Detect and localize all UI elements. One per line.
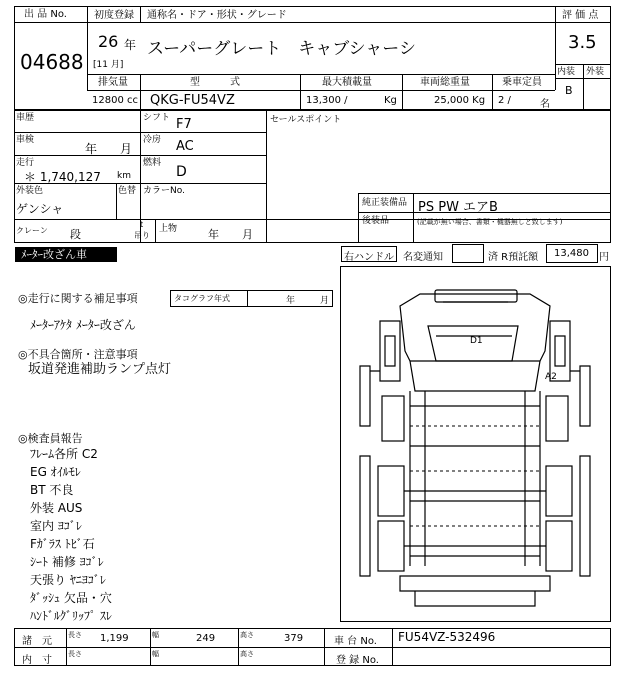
defect-heading: ◎不具合箇所・注意事項 [18, 348, 138, 361]
deposit-value: 13,480 [554, 248, 589, 259]
retrofit-note: (記載が無い場合、書類・機器無しと致します) [417, 218, 563, 226]
inspector-item: ﾌﾚｰﾑ各所 C2 [30, 447, 98, 461]
model-value: QKG-FU54VZ [150, 93, 235, 108]
inspector-item: BT 不良 [30, 483, 74, 497]
driving-note: ﾒｰﾀｰｱｹﾀ ﾒｰﾀｰ改ざん [30, 318, 136, 332]
mileage-unit: km [117, 171, 131, 181]
reg-month: [11 月] [93, 60, 124, 70]
mileage-value: ＊ 1,740,127 [24, 170, 101, 184]
color-value: ゲンシャ [16, 202, 64, 216]
inspector-item: 室内 ﾖｺﾞﾚ [30, 519, 82, 533]
driving-heading: ◎走行に関する補足事項 [18, 292, 138, 305]
max-load-unit: Kg [384, 95, 397, 106]
dims-label: 諸 元 [22, 636, 52, 647]
inspector-item: 天張り ﾔﾆﾖｺﾞﾚ [30, 573, 106, 587]
equipment-value: PS PW エアB [418, 200, 498, 215]
steering-value: 右ハンドル [344, 252, 394, 263]
name-change-label: 名変通知 [403, 252, 443, 263]
fuel-label: 燃料 [143, 158, 162, 168]
tachograph-year: 年 [286, 296, 296, 306]
height-value: 379 [284, 633, 304, 644]
reg-label: 初度登録 [94, 10, 134, 21]
capacity-value: 2 / [498, 95, 511, 106]
inspector-heading: ◎検査員報告 [18, 432, 83, 445]
length-value: 1,199 [100, 633, 129, 644]
max-load-value: 13,300 / [306, 95, 348, 106]
inspection-year: 年 [85, 142, 98, 156]
lot-number: 04688 [20, 50, 84, 74]
chassis-label: 車 台 No. [334, 636, 377, 647]
inner-width-label: 幅 [152, 650, 159, 658]
history-label: 車歴 [16, 113, 35, 123]
interior-label: 内装 [557, 67, 576, 77]
deposit-label: 済 R預託額 [488, 252, 539, 263]
model-label: 型 式 [190, 77, 240, 88]
score-label: 評 価 点 [562, 10, 599, 21]
sales-point-label: セールスポイント [270, 115, 342, 125]
chassis-value: FU54VZ-532496 [398, 630, 496, 644]
tachograph-month: 月 [320, 296, 330, 306]
equipment-label: 純正装備品 [362, 198, 408, 208]
ac-label: 冷房 [143, 135, 162, 145]
total-weight-label: 車両総重量 [420, 77, 470, 88]
exterior-label: 外装 [586, 67, 605, 77]
reg-year-unit: 年 [124, 38, 137, 52]
inspector-item: ｼｰﾄ 補修 ﾖｺﾞﾚ [30, 555, 104, 569]
inspector-item: 外装 AUS [30, 501, 83, 515]
body-label: 上物 [159, 224, 178, 234]
shift-value: F7 [176, 117, 192, 132]
inspection-month: 月 [120, 142, 133, 156]
retrofit-label: 後装品 [362, 216, 390, 226]
inner-label: 内 寸 [22, 655, 52, 666]
inner-height-label: 高さ [240, 650, 254, 658]
width-label: 幅 [152, 631, 159, 639]
inspector-item: Fｶﾞﾗｽ ﾄﾋﾞ石 [30, 537, 95, 551]
crane-steps: 段 [70, 228, 81, 241]
inner-length-label: 長さ [68, 650, 82, 658]
defect-note: 坂道発進補助ランプ点灯 [28, 362, 172, 377]
interior-grade: B [565, 84, 573, 97]
color-change-label: 色替 [118, 186, 137, 196]
shift-label: シフト [143, 113, 171, 123]
score-value: 3.5 [568, 32, 597, 53]
fuel-value: D [176, 164, 187, 180]
inspector-item: ﾀﾞｯｼｭ 欠品・穴 [30, 591, 112, 605]
deposit-unit: 円 [599, 252, 609, 263]
truck-diagram [340, 266, 611, 622]
ac-value: AC [176, 139, 194, 154]
damage-mark-d1: D1 [470, 336, 483, 346]
mileage-label: 走行 [16, 158, 35, 168]
name-change-box [452, 244, 484, 263]
color-label: 外装色 [16, 186, 44, 196]
capacity-unit: 名 [540, 99, 550, 110]
reg-year: 26 [98, 32, 119, 51]
displacement-value: 12800 cc [92, 95, 138, 106]
capacity-label: 乗車定員 [502, 77, 542, 88]
max-load-label: 最大積載量 [322, 77, 372, 88]
crane-ton: t [140, 220, 144, 229]
total-weight-value: 25,000 Kg [434, 95, 486, 106]
inspector-item: ﾊﾝﾄﾞﾙｸﾞﾘｯﾌﾟ ｽﾚ [30, 609, 112, 623]
inspector-item: EG ｵｲﾙﾓﾚ [30, 465, 81, 479]
crane-lift: 吊り [134, 231, 150, 240]
plate-label: 登 録 No. [336, 655, 379, 666]
height-label: 高さ [240, 631, 254, 639]
color-code-label: カラーNo. [143, 186, 185, 196]
car-name: スーパーグレート キャブシャーシ [147, 39, 416, 59]
width-value: 249 [196, 633, 216, 644]
tachograph-label: タコグラフ年式 [174, 294, 230, 303]
displacement-label: 排気量 [98, 77, 128, 88]
body-year: 年 [208, 228, 219, 241]
name-label: 通称名・ドア・形状・グレード [147, 10, 287, 21]
damage-mark-a2: A2 [545, 372, 557, 382]
inspection-label: 車検 [16, 135, 35, 145]
lot-label: 出 品 No. [24, 9, 67, 20]
body-month: 月 [242, 228, 253, 241]
crane-label: クレーン [16, 226, 48, 235]
meter-tampered-banner: ﾒｰﾀｰ改ざん車 [15, 247, 117, 262]
length-label: 長さ [68, 631, 82, 639]
